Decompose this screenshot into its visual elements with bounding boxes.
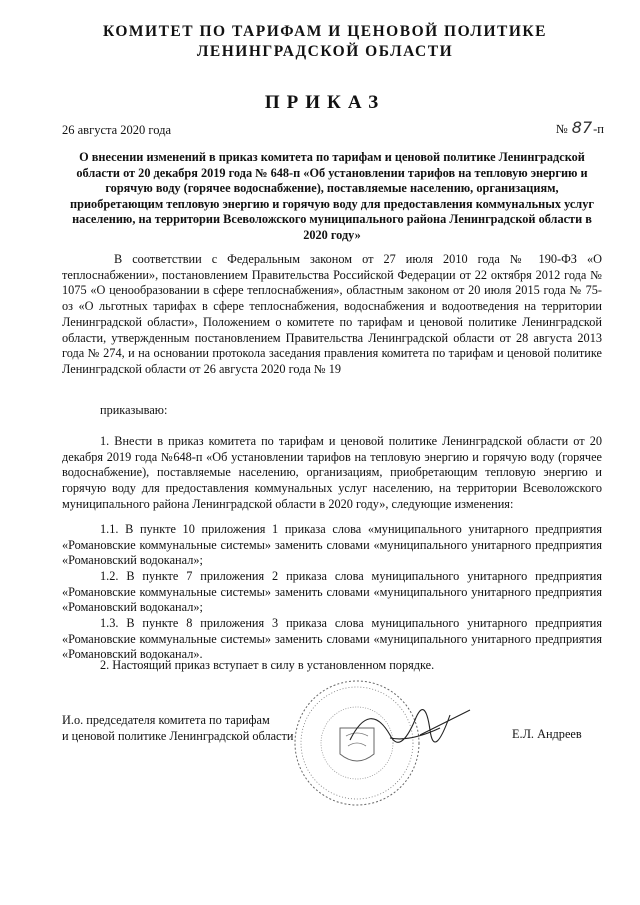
handwritten-number: 87 <box>571 118 593 137</box>
number-prefix: № <box>555 122 568 136</box>
order-word: приказываю: <box>100 403 168 417</box>
item-1-2-paragraph: 1.2. В пункте 7 приложения 2 приказа слова муниципального унитарного предприятия «Романовские коммунальные системы» заменить словами «муниципального унитарного предприятия «Романовский водоканал»; <box>62 569 602 615</box>
organization-name-line1: КОМИТЕТ ПО ТАРИФАМ И ЦЕНОВОЙ ПОЛИТИКЕ <box>103 23 547 40</box>
item-2-paragraph: 2. Настоящий приказ вступает в силу в установленном порядке. <box>100 658 435 672</box>
handwritten-signature-image <box>330 680 480 780</box>
item-1-1-paragraph: 1.1. В пункте 10 приложения 1 приказа слова «муниципального унитарного предприятия «Романовские коммунальные системы» заменить словами «муниципального унитарного предприятия «Романовский водоканал»; <box>62 522 602 568</box>
signatory-position <box>62 712 293 744</box>
organization-name-line2: ЛЕНИНГРАДСКОЙ ОБЛАСТИ <box>196 43 454 60</box>
number-suffix: -п <box>593 122 604 136</box>
legal-basis-paragraph: В соответствии с Федеральным законом от 27 июля 2010 года № 190-ФЗ «О теплоснабжении», постановлением Правительства Российской Федерации от 22 октября 2012 года № 1075 «О ценообразовании в сфере теплоснабжения», областным законом от 20 июля 2015 года № 75-оз «О льготных тарифах в сфере теплоснабжения, водоснабжения и водоотведения на территории Ленинградской области», Положением о комитете по тарифам и ценовой политике Ленинградской области, утвержденным постановлением Правительства Ленинградской области от 28 августа 2013 года № 274, и на основании протокола заседания правления комитета по тарифам и ценовой политике Ленинградской области от 26 августа 2020 года № 19 <box>62 252 602 376</box>
document-subject: О внесении изменений в приказ комитета по тарифам и ценовой политике Ленинградской области от 20 декабря 2019 года № 648-п «Об установлении тарифов на тепловую энергию и горячую воду (горячее водоснабжение), поставляемые населению, организациям, приобретающим тепловую энергию и горячую воду для предоставления коммунальных услуг населению, на территории Всеволожского муниципального района Ленинградской области в 2020 году» <box>70 150 594 242</box>
signatory-position-line2: и ценовой политике Ленинградской области <box>62 729 294 743</box>
document-number <box>556 118 604 137</box>
item-1-3-paragraph: 1.3. В пункте 8 приложения 3 приказа слова муниципального унитарного предприятия «Романовские коммунальные системы» заменить словами «муниципального унитарного предприятия «Романовский водоканал». <box>62 616 602 662</box>
document-type-title: ПРИКАЗ <box>264 92 386 113</box>
document-date: 26 августа 2020 года <box>62 123 172 137</box>
item-1-paragraph: 1. Внести в приказ комитета по тарифам и ценовой политике Ленинградской области от 20 декабря 2019 года №648-п «Об установлении тарифов на тепловую энергию и горячую воду (горячее водоснабжение), поставляемые населению, организациям, приобретающим тепловую энергию и горячую воду для предоставления коммунальных услуг населению, на территории Всеволожского муниципального района Ленинградской области в 2020 году», следующие изменения: <box>62 434 602 511</box>
signatory-position-line1: И.о. председателя комитета по тарифам <box>62 713 270 727</box>
signatory-name: Е.Л. Андреев <box>512 727 582 741</box>
